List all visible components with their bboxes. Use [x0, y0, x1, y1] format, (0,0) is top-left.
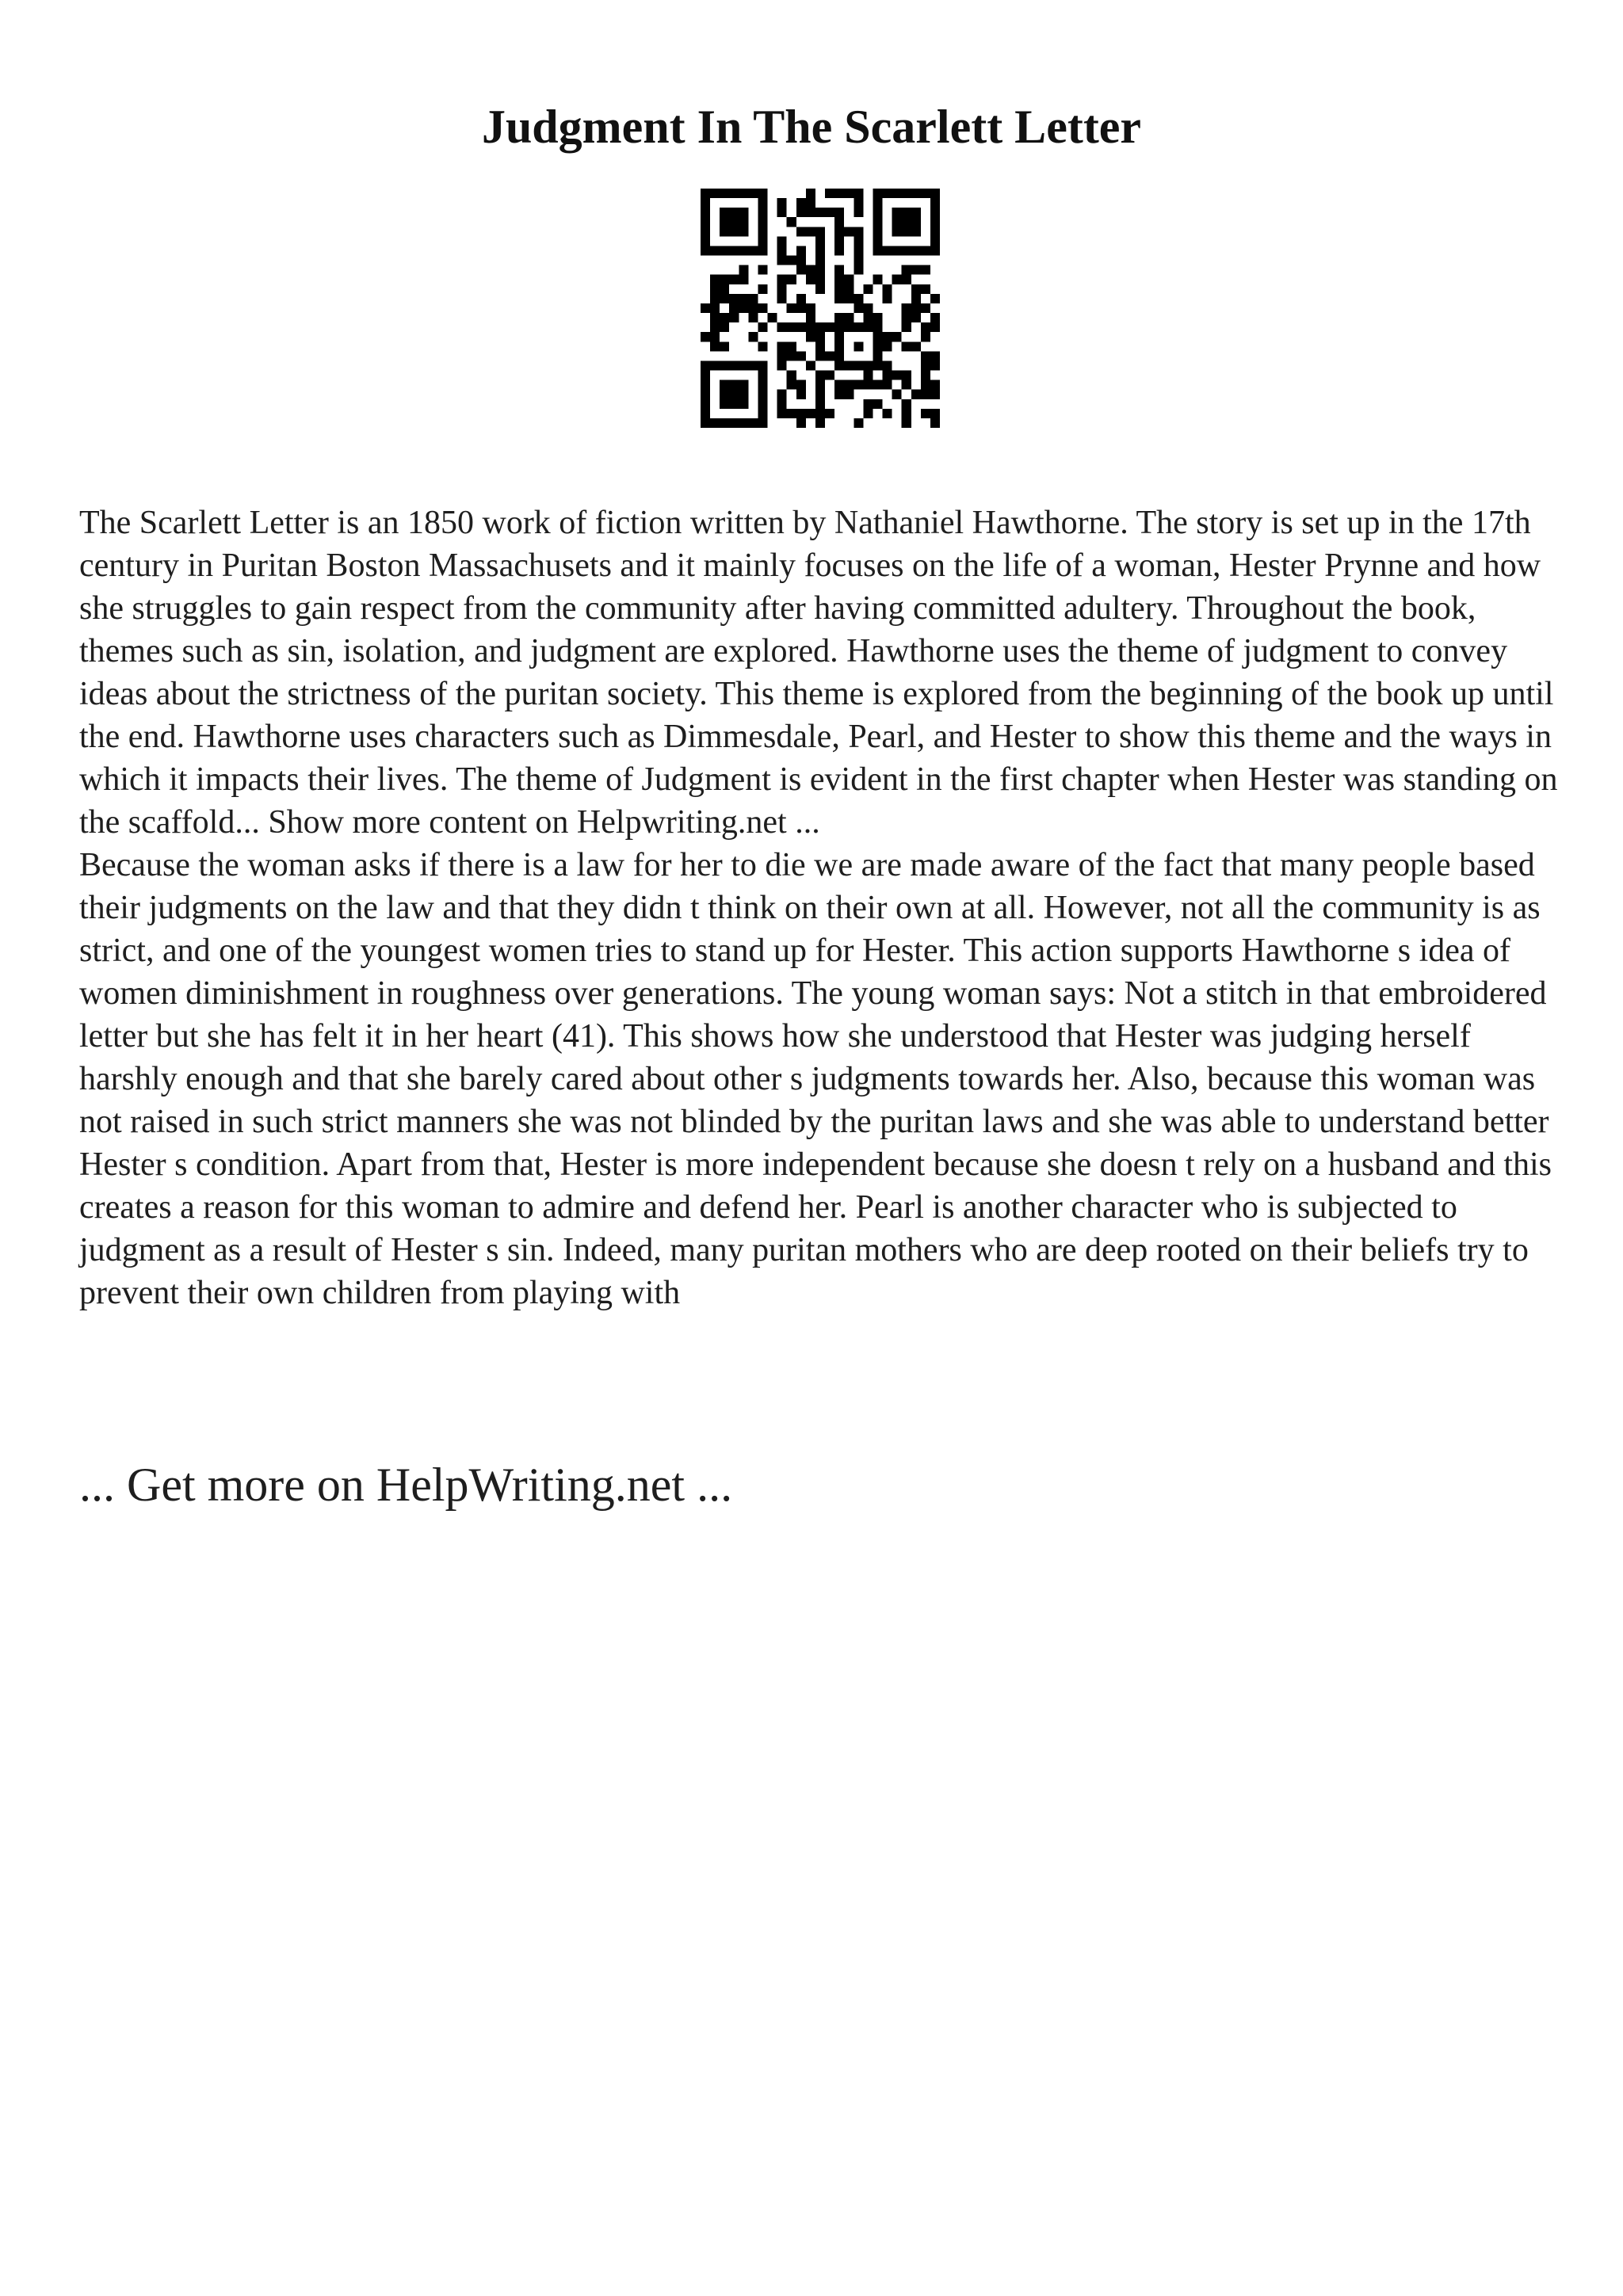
page-title: Judgment In The Scarlett Letter	[481, 101, 1142, 153]
qr-code-icon	[701, 189, 940, 428]
get-more-link[interactable]: ... Get more on HelpWriting.net ...	[79, 1459, 733, 1511]
article-body	[79, 502, 1569, 1314]
paragraph-2: Because the woman asks if there is a law for her to die we are made aware of the fact that many people based their judgments on the law and that they didn t think on their own at all. However, not all the community is as strict, and one of the youngest women tries to stand up for Hester. This action supports Hawthorne s idea of women diminishment in roughness over generations. The young woman says: Not a stitch in that embroidered letter but she has felt it in her heart (41). This shows how she understood that Hester was judging herself harshly enough and that she barely cared about other s judgments towards her. Also, because this woman was not raised in such strict manners she was not blinded by the puritan laws and she was able to understand better Hester s condition. Apart from that, Hester is more independent because she doesn t rely on a husband and this creates a reason for this woman to admire and defend her. Pearl is another character who is subjected to judgment as a result of Hester s sin. Indeed, many puritan mothers who are deep rooted on their beliefs try to prevent their own children from playing with	[79, 847, 1552, 1311]
paragraph-1: The Scarlett Letter is an 1850 work of fiction written by Nathaniel Hawthorne. The story is set up in the 17th century in Puritan Boston Massachusets and it mainly focuses on the life of a woman, Hester Prynne and how she struggles to gain respect from the community after having committed adultery. Throughout the book, themes such as sin, isolation, and judgment are explored. Hawthorne uses the theme of judgment to convey ideas about the strictness of the puritan society. This theme is explored from the beginning of the book up until the end. Hawthorne uses characters such as Dimmesdale, Pearl, and Hester to show this theme and the ways in which it impacts their lives. The theme of Judgment is evident in the first chapter when Hester was standing on the scaffold... Show more content on Helpwriting.net ...	[79, 505, 1558, 841]
